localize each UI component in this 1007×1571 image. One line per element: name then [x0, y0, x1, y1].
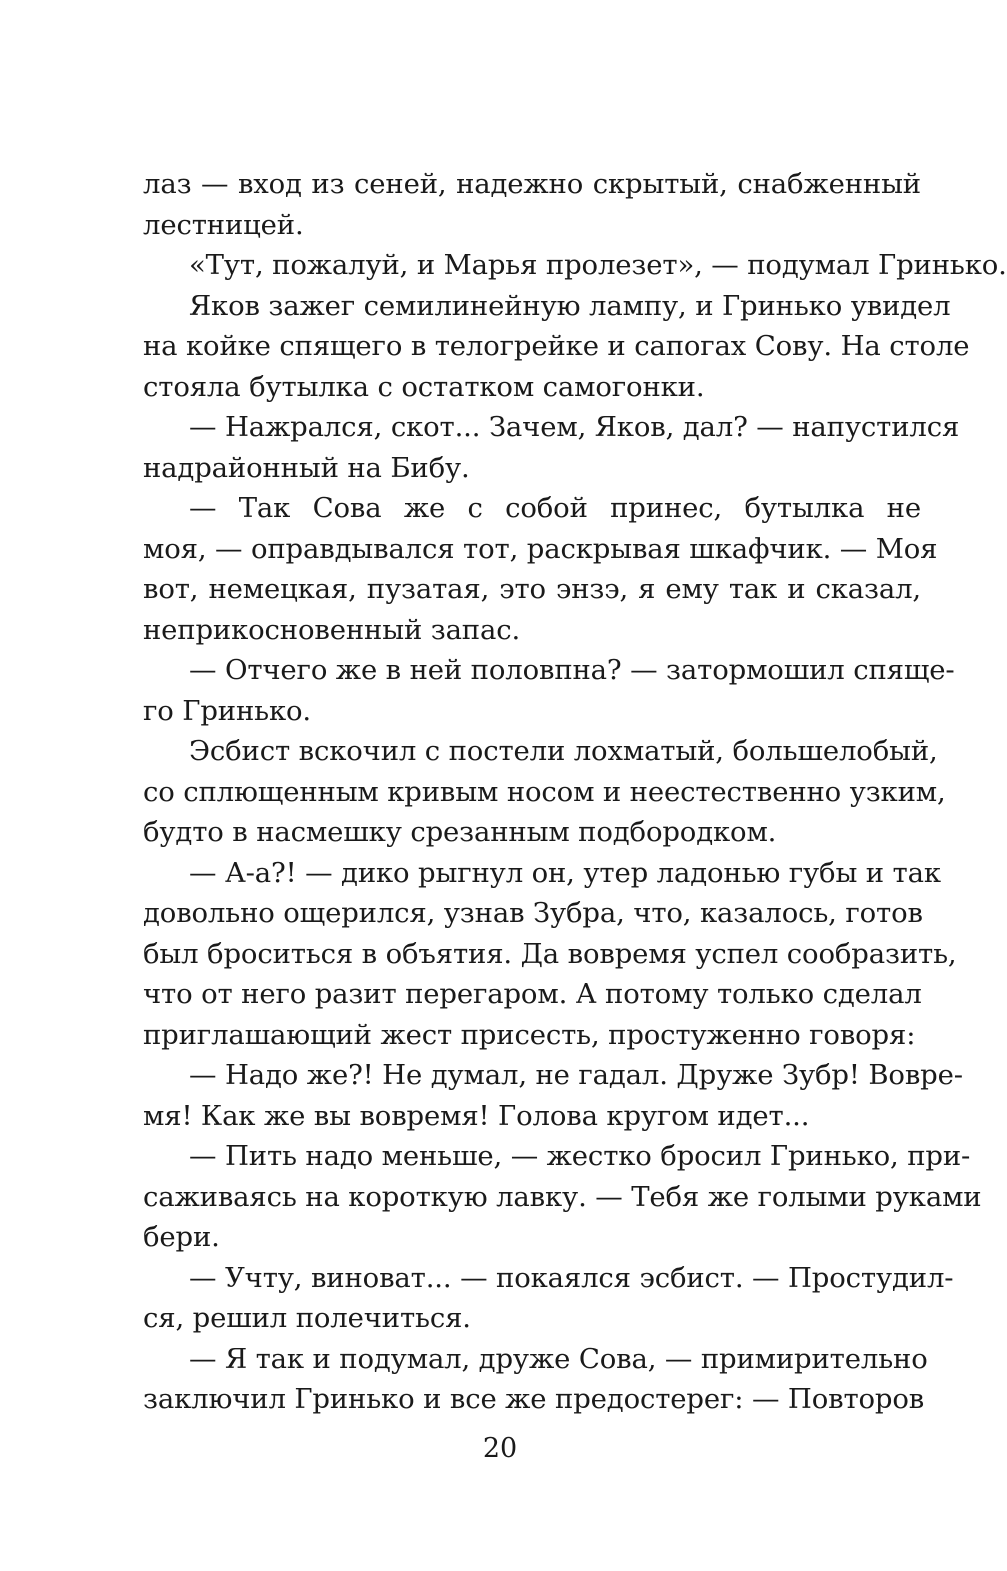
page-body-text	[143, 164, 1007, 1420]
text-line: лестницей.	[143, 208, 304, 241]
text-line: будто в насмешку срезанным подбородком.	[143, 816, 777, 848]
text-line: — Нажрался, скот... Зачем, Яков, дал? — напустился	[189, 411, 960, 443]
text-line: лаз — вход из сеней, надежно скрытый, снабженный	[143, 168, 921, 200]
text-line: моя, — оправдывался тот, раскрывая шкафчик. — Моя	[143, 532, 938, 565]
text-line: стояла бутылка с остатком самогонки.	[143, 370, 705, 403]
text-line: вот, немецкая, пузатая, это энзэ, я ему так и сказал,	[143, 573, 921, 605]
text-line: бери.	[143, 1221, 220, 1253]
text-line: — Так Сова же с собой принес, бутылка не	[189, 492, 921, 524]
text-line: — Отчего же в ней половпна? — затормошил спяще-	[189, 654, 955, 686]
text-line: довольно ощерился, узнав Зубра, что, казалось, готов	[143, 897, 923, 929]
text-line: заключил Гринько и все же предостерег: — Повторов	[143, 1383, 925, 1415]
text-line: го Гринько.	[143, 694, 311, 727]
text-line: неприкосновенный запас.	[143, 613, 521, 646]
text-line: — А-а?! — дико рыгнул он, утер ладонью губы и так	[189, 856, 941, 889]
text-line: на койке спящего в телогрейке и сапогах Сову. На столе	[143, 330, 970, 362]
text-line: — Учту, виноват... — покаялся эсбист. — Простудил-	[189, 1261, 954, 1294]
text-line: был броситься в объятия. Да вовремя успел сообразить,	[143, 937, 957, 970]
text-line: — Пить надо меньше, — жестко бросил Гринько, при-	[189, 1140, 971, 1172]
text-line: саживаясь на короткую лавку. — Тебя же голыми руками	[143, 1180, 982, 1213]
text-line: мя! Как же вы вовремя! Голова кругом идет...	[143, 1099, 810, 1132]
text-line: Эсбист вскочил с постели лохматый, большелобый,	[189, 735, 938, 767]
text-line: «Тут, пожалуй, и Марья пролезет», — подумал Гринько.	[189, 249, 1007, 281]
text-line: со сплющенным кривым носом и неестественно узким,	[143, 775, 946, 808]
text-line: ся, решил полечиться.	[143, 1302, 471, 1334]
text-line: что от него разит перегаром. А потому только сделал	[143, 978, 922, 1010]
text-line: Яков зажег семилинейную лампу, и Гринько увидел	[189, 289, 951, 322]
text-line: приглашающий жест присесть, простуженно говоря:	[143, 1018, 916, 1051]
text-line: — Я так и подумал, друже Сова, — примирительно	[189, 1342, 928, 1375]
text-line: — Надо же?! Не думал, не гадал. Друже Зубр! Вовре-	[189, 1059, 963, 1091]
text-line: надрайонный на Бибу.	[143, 451, 470, 484]
page-number: 20	[482, 1433, 518, 1464]
